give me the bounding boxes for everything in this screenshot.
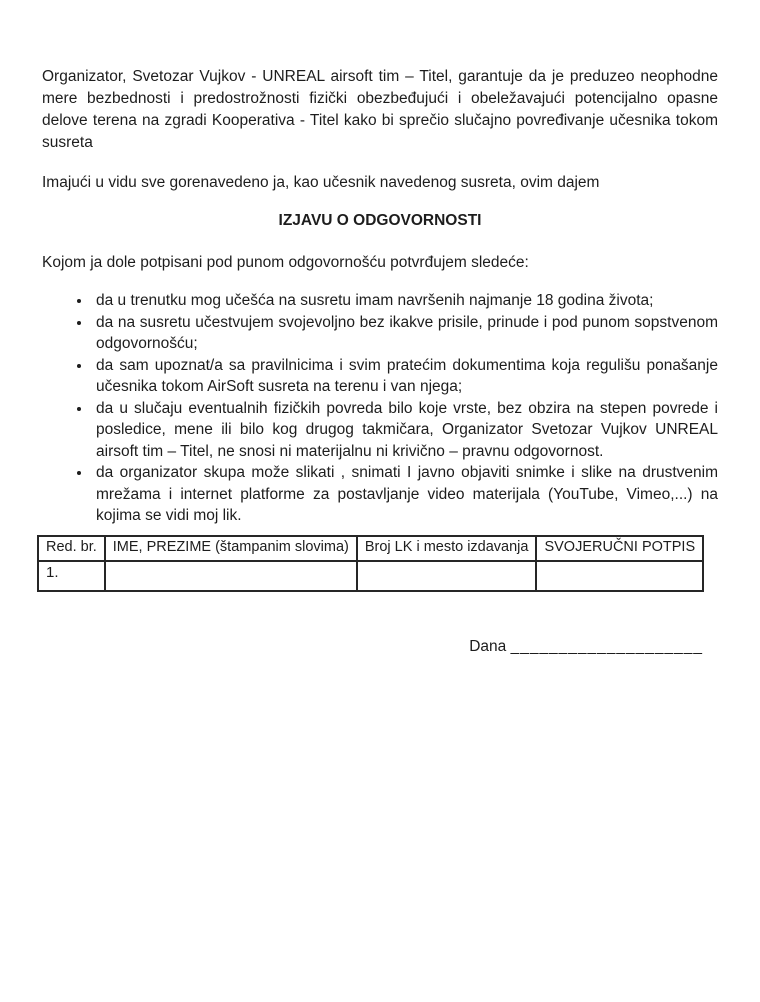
bullet-item-voluntary: • da na susretu učestvujem svojevoljno bez ikakve prisile, prinude i pod punom sopstvenom odgovornošću; (92, 312, 718, 355)
statement-lead-paragraph: Kojom ja dole potpisani pod punom odgovornošću potvrđujem sledeće: (42, 254, 529, 271)
date-blank-line: ____________________ (510, 637, 703, 655)
participants-table (37, 535, 704, 592)
bullet-item-liability: • da u slučaju eventualnih fizičkih povreda bilo koje vrste, bez obzira na stepen povrede i posledice, mene ili bilo kog drugog takmičara, Organizator Svetozar Vujkov UNREAL airsoft tim – Titel, ne snosi ni materijalnu ni krivično – pravnu odgovornost. (92, 398, 718, 463)
declaration-bullet-list (42, 290, 718, 527)
cell-name-blank (105, 561, 357, 591)
intro-paragraph: Organizator, Svetozar Vujkov - UNREAL airsoft tim – Titel, garantuje da je preduzeo neophodne mere bezbednosti i predostrožnosti fizički obezbeđujući i obeležavajući potencijalno opasne delove terena na zgradi Kooperativa - Titel kako bi sprečio slučajno povređivanje učesnika tokom susreta (42, 68, 718, 151)
cell-ordinal-number: 1. (38, 561, 105, 591)
table-header-row (38, 536, 703, 561)
bullet-item-rules: • da sam upoznat/a sa pravilnicima i svim pratećim dokumentima koja regulišu ponašanje učesnika tokom AirSoft susreta na terenu i van njega; (92, 355, 718, 398)
header-signature: SVOJERUČNI POTPIS (536, 536, 703, 561)
header-name-surname: IME, PREZIME (štampanim slovima) (105, 536, 357, 561)
bullet-item-media: • da organizator skupa može slikati , snimati I javno objaviti snimke i slike na drustvenim mrežama i internet platforme za postavljanje video materijala (YouTube, Vimeo,...) na kojima se vidi moj lik. (92, 462, 718, 527)
cell-id-card-blank (357, 561, 537, 591)
cell-signature-blank (536, 561, 703, 591)
document-title: IZJAVU O ODGOVORNOSTI (278, 212, 482, 229)
table-row (38, 561, 703, 591)
date-label: Dana (469, 637, 507, 655)
header-ordinal-number: Red. br. (38, 536, 105, 561)
bullet-item-age: • da u trenutku mog učešća na susretu imam navršenih najmanje 18 godina života; (92, 290, 718, 312)
date-line (42, 636, 718, 658)
header-id-card: Broj LK i mesto izdavanja (357, 536, 537, 561)
lead-in-paragraph: Imajući u vidu sve gorenavedeno ja, kao učesnik navedenog susreta, ovim dajem (42, 174, 600, 191)
document-content (42, 66, 718, 658)
